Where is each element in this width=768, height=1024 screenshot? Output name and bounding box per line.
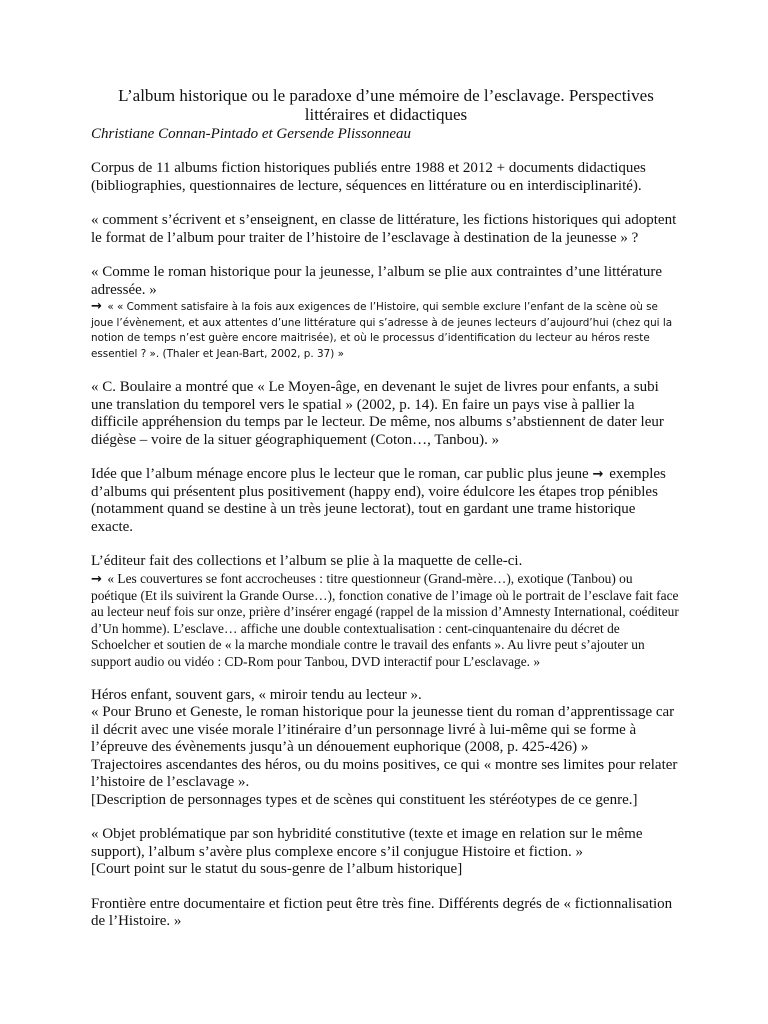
paragraph-menage xyxy=(91,466,681,536)
paragraph-roman-historique: « Comme le roman historique pour la jeunesse, l’album se plie aux contraintes d’une littérature adressée. » xyxy=(91,264,663,298)
paragraph-trajectoires: Trajectoires ascendantes des héros, ou du moins positives, ce qui « montre ses limites pour relater l’histoire de l’esclavage ». xyxy=(91,756,678,791)
quote-thaler-text: « « Comment satisfaire à la fois aux exigences de l’Histoire, qui semble exclure l’enfant de la scène où se joue l’évènement, et aux attentes d’une littérature qui s’adresse à de jeunes lecteurs d’aujourd’hui (chez qui la notion de temps n’est guère encore maitrisée), et où le processus d’identification du lecteur au héros reste essentiel ? ». (Thaler et Jean-Bart, 2002, p. 37) » xyxy=(91,301,673,360)
quote-couvertures xyxy=(91,571,681,670)
document-authors: Christiane Connan-Pintado et Gersende Plissonneau xyxy=(91,126,411,142)
quote-thaler xyxy=(91,299,681,362)
paragraph-hybridite: « Objet problématique par son hybridité constitutive (texte et image en relation sur le même support), l’album s’avère plus complexe encore s’il conjugue Histoire et fiction. » xyxy=(91,826,643,860)
document-title: L’album historique ou le paradoxe d’une mémoire de l’esclavage. Perspectives littéraires et didactiques xyxy=(118,86,654,124)
paragraph-menage-rest: exemples d’albums qui présentent plus positivement (happy end), voire édulcore les étapes trop pénibles (notamment quand se destine à un très jeune lectorat), tout en gardant une trame historique exacte. xyxy=(91,466,666,535)
arrow-right-icon: → xyxy=(91,571,102,587)
paragraph-boulaire: « C. Boulaire a montré que « Le Moyen-âge, en devenant le sujet de livres pour enfants, a subi une translation du temporel vers le spatial » (2002, p. 14). En faire un pays vise à pallier la difficile appréhension du temps par le lecteur. De même, nos albums s’abstiennent de dater leur diégèse – voire de la situer géographiquement (Coton…, Tanbou). » xyxy=(91,379,664,448)
paragraph-bruno-geneste: « Pour Bruno et Geneste, le roman historique pour la jeunesse tient du roman d’apprentissage car il décrit avec une visée morale l’itinéraire d’un personnage livré à lui-même qui se forme à l’épreuve des évènements jusqu’à un dénouement euphorique (2008, p. 425-426) » xyxy=(91,704,675,756)
paragraph-stereotypes: [Description de personnages types et de scènes qui constituent les stéréotypes de ce genre.] xyxy=(91,791,638,808)
quote-couvertures-text: « Les couvertures se font accrocheuses : titre questionneur (Grand-mère…), exotique (Tanbou) ou poétique (Et ils suivirent la Grande Ourse…), fonction conative de l’image où le portrait de l’esclave fait face au lecteur neuf fois sur onze, prière d’insérer engagé (rappel de la mission d’Amnesty International, coéditeur d’Un homme). L’esclave… affiche une double contextualisation : cent-cinquantenaire du décret de Schoelcher et soutien de « la marche mondiale contre le travail des enfants ». Au livre peut s’ajouter un support audio ou vidéo : CD-Rom pour Tanbou, DVD interactif pour L’esclavage. » xyxy=(91,570,679,669)
paragraph-sous-genre: [Court point sur le statut du sous-genre de l’album historique] xyxy=(91,861,463,878)
paragraph-editeur: L’éditeur fait des collections et l’album se plie à la maquette de celle-ci. xyxy=(91,553,523,569)
paragraph-heros: Héros enfant, souvent gars, « miroir tendu au lecteur ». xyxy=(91,686,422,703)
arrow-right-icon: → xyxy=(592,467,604,482)
paragraph-question: « comment s’écrivent et s’enseignent, en classe de littérature, les fictions historiques qui adoptent le format de l’album pour traiter de l’histoire de l’esclavage à destination de la jeunesse » ? xyxy=(91,212,677,246)
paragraph-corpus: Corpus de 11 albums fiction historiques publiés entre 1988 et 2012 + documents didactiques (bibliographies, questionnaires de lecture, séquences en littérature ou en interdisciplinarité). xyxy=(91,160,646,194)
arrow-right-icon: → xyxy=(91,299,102,314)
document-page xyxy=(91,86,681,931)
paragraph-menage-text: Idée que l’album ménage encore plus le lecteur que le roman, car public plus jeune xyxy=(91,466,589,482)
paragraph-frontiere: Frontière entre documentaire et fiction peut être très fine. Différents degrés de « fictionnalisation de l’Histoire. » xyxy=(91,895,673,930)
